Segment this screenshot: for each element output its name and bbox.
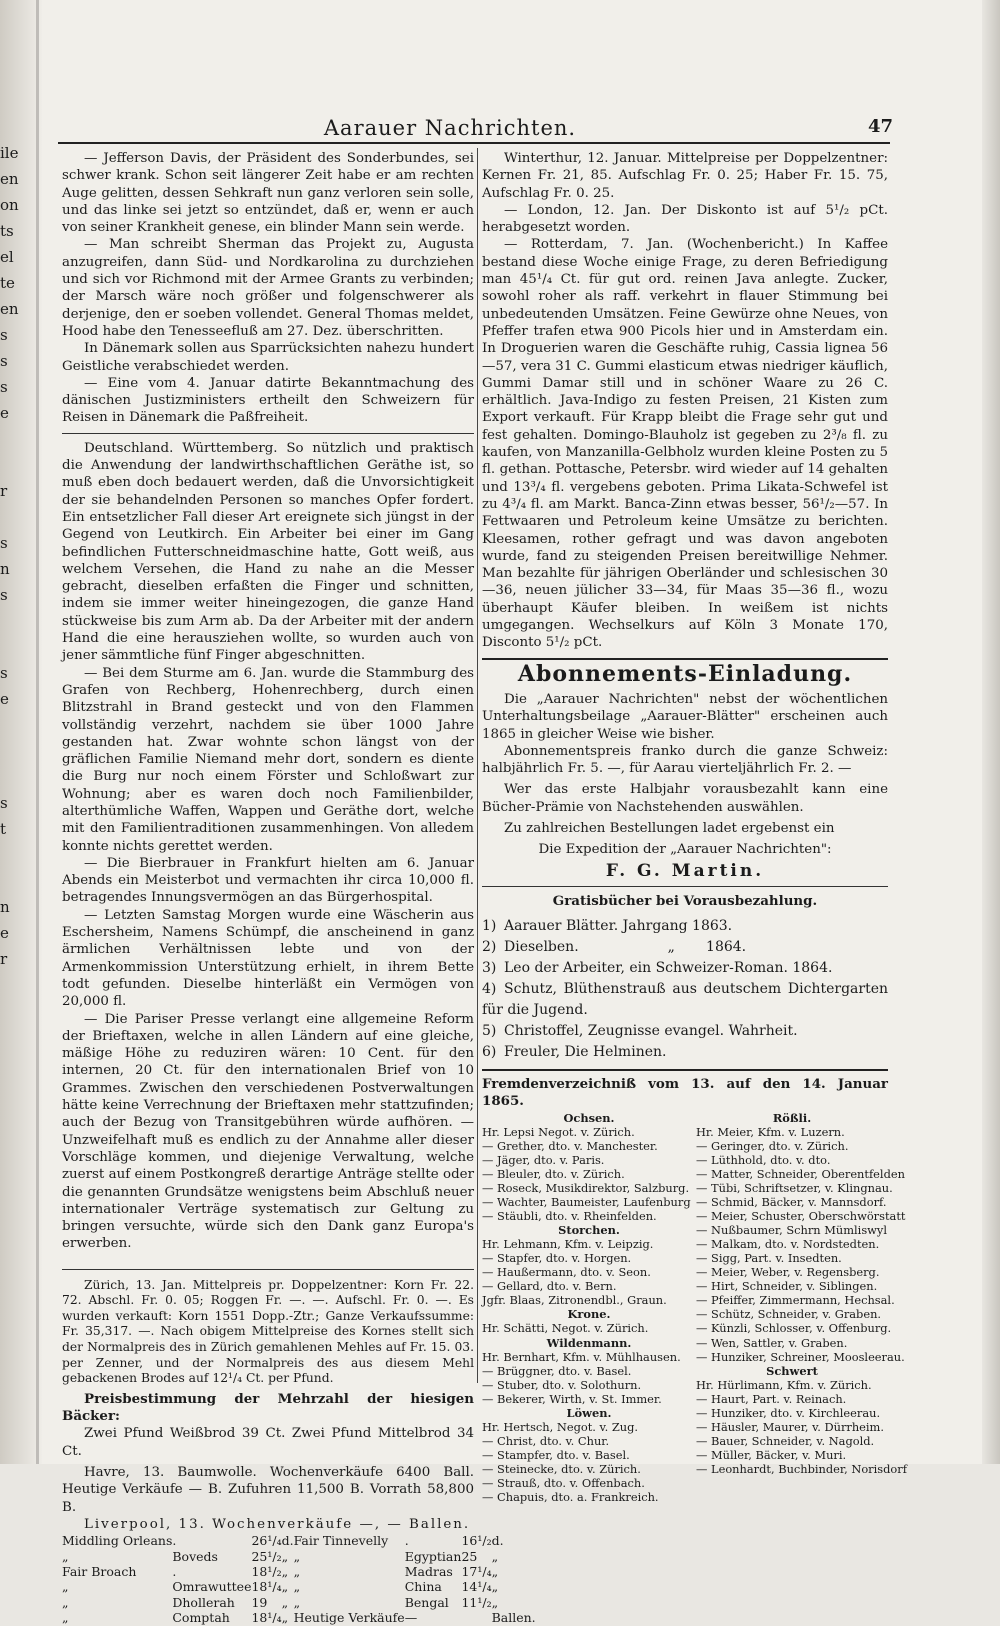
margin-fragment: e — [0, 690, 9, 708]
guest-entry: Hr. Schätti, Negot. v. Zürich. — [482, 1321, 649, 1336]
page-number: 47 — [868, 116, 894, 137]
free-book-number: 4) — [482, 981, 497, 998]
margin-fragment — [0, 608, 20, 634]
cotton-cell: 25 — [461, 1548, 478, 1564]
margin-fragment: s — [0, 534, 8, 552]
guest-entry: — Wachter, Baumeister, Laufenburg — [482, 1195, 691, 1210]
guest-entry: Hr. Lepsi Negot. v. Zürich. — [482, 1124, 635, 1139]
margin-fragment — [0, 712, 20, 738]
free-book-number: 5) — [482, 1023, 497, 1040]
margin-fragment: el — [0, 248, 14, 266]
free-book-number: 3) — [482, 960, 497, 977]
guest-entry: — Haußermann, dto. v. Seon. — [482, 1265, 651, 1280]
margin-fragment: s — [0, 794, 8, 812]
guest-entry: — Stampfer, dto. v. Basel. — [482, 1447, 630, 1462]
guest-entry: — Lüthhold, dto. v. dto. — [696, 1152, 831, 1167]
abonnement-title: Abonnements-Einladung. — [517, 660, 853, 687]
article-davis: — Jefferson Davis, der Präsident des Sonderbundes, sei schwer krank. Schon seit längerer Zeit habe er am rechten Auge gelitten, dessen Sehkraft nun ganz verloren sein solle, und das linke sei jetzt so entzündet, daß er, wenn er auch von seiner Krankheit genese, ein blinder Mann sein werde. — [62, 151, 474, 236]
margin-fragment — [0, 426, 20, 452]
guest-entry: — Jäger, dto. v. Paris. — [482, 1152, 605, 1167]
cotton-cell: . — [404, 1533, 409, 1549]
guest-entry: Hr. Lehmann, Kfm. v. Leipzig. — [482, 1237, 654, 1252]
section-rule — [62, 433, 474, 434]
margin-fragment: te — [0, 274, 15, 292]
margin-fragment — [0, 868, 20, 894]
market-rotterdam: — Rotterdam, 7. Jan. (Wochenbericht.) In Kaffee bestand diese Woche einige Frage, zu deren Befriedigung man 45¹/₄ Ct. für gut ord. reinen Java anlegte. Zucker, sowohl roher als raff. verkehrt in flauer Stimmung bei unbedeutenden Umsätzen. Feine Gewürze ohne Neues, von Pfeffer trafen etwa 900 Picols hier und in Amsterdam ein. In Droguerien waren die Geschäfte ruhig, Cassia lignea 56—57, vera 31 C. Gummi elasticum etwas niedriger käuflich, Gummi Damar still und in schöner Waare zu 26 C. erhältlich. Java-Indigo zu festen Preisen, 21 Kisten zum Export verkauft. Für Krapp bleibt die Frage sehr gut und fest gehalten. Domingo-Blauholz ist gegeben zu 2³/₈ fl. zu kaufen, von Manzanilla-Gelbholz wurden kleine Posten zu 5 fl. gethan. Pottasche, Petersbr. wird wieder auf 14 gehalten und 13³/₄ fl. vergebens geboten. Prima Likata-Schwefel ist zu 4³/₄ fl. am Markt. Banca-Zinn etwas besser, 56¹/₂—57. In Fettwaaren und Petroleum keine Umsätze zu berichten. Kleesamen, rother gefragt und was davon angeboten wurde, fand zu steigenden Preisen bereitwillige Nehmer. Man bezahlte für jährigen Oberländer und schlesischen 30—36, neuen jülicher 33—34, für Maas 35—36 fl., wozu überhaupt Käufer bleiben. In weißem ist nichts umgegangen. Wechselkurs auf Köln 3 Monate 170, Disconto 5¹/₂ pCt. — [482, 237, 888, 651]
free-book-number: 1) — [482, 918, 497, 935]
article-passfreiheit: — Eine vom 4. Januar datirte Bekanntmachung des dänischen Justizministers ertheilt den Schweizern für Reisen in Dänemark die Paßfreiheit. — [62, 375, 474, 426]
cotton-cell: 17¹/₄ — [461, 1564, 492, 1580]
hotel-name: Ochsen. — [563, 1110, 615, 1125]
guest-entry: — Hirt, Schneider, v. Siblingen. — [696, 1279, 878, 1294]
cotton-cell: Dhollerah — [172, 1594, 235, 1610]
previous-page-fragments — [0, 140, 20, 1180]
free-book-title: Christoffel, Zeugnisse evangel. Wahrheit. — [504, 1023, 798, 1040]
page-binding — [36, 0, 39, 1464]
free-book-item — [482, 916, 888, 937]
guest-list-title: Fremdenverzeichniß vom 13. auf den 14. Januar 1865. — [482, 1076, 888, 1110]
cotton-cell: d. — [491, 1533, 504, 1549]
margin-fragment: s — [0, 664, 8, 682]
free-book-item — [482, 979, 893, 1021]
margin-fragment — [0, 634, 20, 660]
cotton-cell: 26¹/₄ — [251, 1533, 282, 1549]
cotton-cell: Fair Tinnevelly — [293, 1533, 389, 1549]
free-books-list — [482, 916, 893, 1063]
margin-fragment: e — [0, 924, 9, 942]
guest-entry: — Schütz, Schneider, v. Graben. — [696, 1307, 882, 1322]
margin-fragment: ts — [0, 222, 14, 240]
margin-fragment — [0, 842, 20, 868]
cotton-cell: „ — [62, 1548, 69, 1564]
article-sherman: — Man schreibt Sherman das Projekt zu, Augusta anzugreifen, dann Süd- und Nordkarolina zu durchziehen und sich vor Richmond mit der Armee Grants zu verbinden; der Marsch wäre noch größer und folgenschwerer als derjenige, den er soeben vollendet. General Thomas meldet, Hood habe den Tenesseefluß am 27. Dez. überschritten. — [62, 237, 474, 339]
cotton-cell: „ — [62, 1610, 69, 1626]
market-havre: Havre, 13. Baumwolle. Wochenverkäufe 6400 Ball. Heutige Verkäufe — B. Zufuhren 11,500 B. Vorrath 58,800 B. — [62, 1465, 474, 1515]
margin-fragment — [0, 1154, 20, 1180]
cotton-cell: „ — [281, 1564, 289, 1580]
cotton-cell: 19 — [251, 1594, 268, 1610]
cotton-cell: Comptah — [172, 1610, 230, 1626]
left-column — [62, 150, 536, 1626]
guest-entry: — Schmid, Bäcker, v. Mannsdorf. — [696, 1195, 887, 1210]
cotton-cell: 18¹/₂ — [251, 1564, 282, 1580]
cotton-cell: Madras — [404, 1564, 453, 1580]
cotton-cell: . — [172, 1564, 177, 1580]
margin-fragment — [0, 1076, 20, 1102]
guest-entry: — Matter, Schneider, Oberentfelden — [696, 1166, 905, 1181]
abonnement-invite: Zu zahlreichen Bestellungen ladet ergebenst ein — [504, 820, 835, 836]
guest-entry: — Pfeiffer, Zimmermann, Hechsal. — [696, 1293, 895, 1308]
article-waescherin: — Letzten Samstag Morgen wurde eine Wäscherin aus Eschersheim, Namens Schümpf, die anscheinend in ganz ärmlichen Verhältnissen lebte und von der Armenkommission Unterstützung erhielt, in ihrem Bette todt gefunden. Dieselbe hinterläßt ein Vermögen von 20,000 fl. — [62, 907, 474, 1010]
section-rule — [482, 886, 888, 887]
guest-list-left — [482, 1111, 696, 1504]
cotton-cell: „ — [491, 1579, 499, 1595]
guest-entry: — Haurt, Part. v. Reinach. — [696, 1391, 847, 1406]
guest-entry: — Wen, Sattler, v. Graben. — [696, 1335, 848, 1350]
margin-fragment: r — [0, 950, 8, 968]
cotton-cell: „ — [293, 1548, 301, 1564]
right-page-edge — [982, 0, 1000, 1464]
cotton-cell: 14¹/₄ — [461, 1579, 492, 1595]
margin-fragment: on — [0, 196, 19, 214]
free-book-item — [482, 1021, 888, 1042]
abonnement-premium: Wer das erste Halbjahr vorausbezahlt kann eine Bücher-Prämie von Nachstehenden auswählen. — [482, 782, 888, 815]
cotton-cell: „ — [293, 1594, 301, 1610]
cotton-cell: „ — [281, 1548, 289, 1564]
guest-entry: — Christ, dto. v. Chur. — [482, 1433, 610, 1448]
cotton-cell — [461, 1610, 491, 1625]
guest-entry: — Bauer, Schneider, v. Nagold. — [696, 1433, 875, 1448]
margin-fragment: n — [0, 560, 10, 578]
masthead-title: Aarauer Nachrichten. — [323, 116, 577, 140]
article-daenemark: In Dänemark sollen aus Sparrücksichten nahezu hundert Geistliche verabschiedet werden. — [62, 341, 474, 374]
cotton-cell: Heutige Verkäufe — [293, 1610, 405, 1626]
margin-fragment: ile — [0, 144, 19, 162]
guest-entry: — Grether, dto. v. Manchester. — [482, 1138, 658, 1153]
guest-entry: — Müller, Bäcker, v. Muri. — [696, 1447, 847, 1462]
cotton-cell: 11¹/₂ — [461, 1594, 492, 1610]
cotton-cell: „ — [491, 1564, 499, 1580]
guest-entry: — Stapfer, dto. v. Horgen. — [482, 1251, 632, 1266]
bread-title: Preisbestimmung der Mehrzahl der hiesigen Bäcker: — [62, 1390, 474, 1425]
article-brieftaxen: — Die Pariser Presse verlangt eine allgemeine Reform der Brieftaxen, welche in allen Ländern auf eine gleiche, mäßige Höhe zu reduziren wären: 10 Cent. für den internen, 20 Ct. für den internationalen Brief von 10 Grammes. Zwischen den verschiedenen Postverwaltungen hätte keine Verrechnung der Brieftaxen mehr stattzufinden; auch der Bezug von Transitgebühren würde aufhören. — Unzweifelhaft muß es endlich zu der Annahme aller dieser Vorschläge kommen, und diejenige Verwaltung, welche zuerst auf einem Postkongreß derartige Anträge stellte oder die genannten Grundsätze wenigstens beim Abschluß neuer internationaler Verträge systematisch zur Geltung zu bringen versuchte, würde sich den Dank ganz Europa's erwerben. — [62, 1011, 474, 1252]
abonnement-signature: Die Expedition der „Aarauer Nachrichten": — [538, 842, 832, 858]
guest-entry: Hr. Meier, Kfm. v. Luzern. — [696, 1124, 845, 1139]
guest-entry: — Steinecke, dto. v. Zürich. — [482, 1461, 641, 1476]
guest-entry: — Häusler, Maurer, v. Dürrheim. — [696, 1419, 884, 1434]
free-books-title: Gratisbücher bei Vorausbezahlung. — [552, 892, 818, 909]
cotton-cell: — — [404, 1610, 418, 1626]
guest-entry: — Sigg, Part. v. Insedten. — [696, 1251, 842, 1266]
guest-entry: — Bekerer, Wirth, v. St. Immer. — [482, 1391, 662, 1406]
cotton-row — [62, 1549, 536, 1564]
cotton-cell: „ — [293, 1564, 301, 1580]
right-column — [482, 150, 907, 1505]
guest-entry: — Meier, Weber, v. Regensberg. — [696, 1265, 880, 1280]
cotton-row — [62, 1564, 536, 1579]
abonnement-text: Die „Aarauer Nachrichten" nebst der wöchentlichen Unterhaltungsbeilage „Aarauer-Blätter" erscheinen auch 1865 in gleicher Weise wie bisher. — [482, 691, 888, 742]
cotton-cell: Bengal — [404, 1594, 449, 1610]
margin-fragment: n — [0, 898, 10, 916]
article-wuerttemberg: Deutschland. Württemberg. So nützlich und praktisch die Anwendung der landwirthschaftlichen Geräthe ist, so muß eben doch bedauert werden, daß die Unvorsichtigkeit der sie behandelnden Personen so manches Opfer fordert. Ein entsetzlicher Fall dieser Art ereignete sich jüngst in der Gegend von Leutkirch. Ein Arbeiter bei einer im Gang befindlichen Futterschneidmaschine hatte, Gott weiß, aus welchem Versehen, die Hand zu nahe an die Messer gebracht, dieselben erfaßten die Finger und schnitten, indem sie immer weiter hineingezogen, die ganze Hand stückweise bis zum Arm ab. Da der Arbeiter mit der andern Hand die eine herausziehen wollte, so wurden auch von jener sämmtliche fünf Finger abgeschnitten. — [62, 440, 474, 664]
guest-entry: — Leonhardt, Buchbinder, Norisdorf — [696, 1461, 907, 1476]
cotton-cell: Egyptian — [404, 1548, 462, 1564]
free-book-title: Dieselben. „ 1864. — [504, 939, 747, 956]
cotton-row — [62, 1595, 536, 1610]
guest-entry: — Hunziker, dto. v. Kirchleerau. — [696, 1405, 881, 1420]
cotton-cell: „ — [281, 1579, 289, 1595]
free-book-title: Leo der Arbeiter, ein Schweizer-Roman. 1864. — [504, 960, 833, 977]
cotton-row — [62, 1610, 536, 1625]
margin-fragment: s — [0, 326, 8, 344]
hotel-name: Löwen. — [566, 1405, 612, 1420]
cotton-cell: Boveds — [172, 1548, 218, 1564]
guest-entry: Hr. Hürlimann, Kfm. v. Zürich. — [696, 1377, 872, 1392]
margin-fragment — [0, 1024, 20, 1050]
market-liverpool: Liverpool, 13. Wochenverkäufe —, — Ballen. — [84, 1516, 471, 1532]
article-bierbrauer: — Die Bierbrauer in Frankfurt hielten am 6. Januar Abends ein Meisterbot und vermachten ihr circa 10,000 fl. betragendes Innungsvermögen an das Bürgerhospital. — [62, 855, 474, 906]
cotton-cell: Fair Broach — [62, 1564, 137, 1580]
section-rule — [482, 1069, 888, 1071]
margin-fragment — [0, 1128, 20, 1154]
hotel-name: Rößli. — [772, 1110, 812, 1125]
guest-entry: — Gellard, dto. v. Bern. — [482, 1279, 617, 1294]
margin-fragment — [0, 1050, 20, 1076]
market-london: — London, 12. Jan. Der Diskonto ist auf 5¹/₂ pCt. herabgesetzt worden. — [482, 202, 888, 236]
cotton-cell: „ — [281, 1610, 289, 1626]
guest-entry: Jgfr. Blaas, Zitronendbl., Graun. — [482, 1293, 667, 1308]
free-book-title: Aarauer Blätter. Jahrgang 1863. — [504, 918, 733, 935]
free-book-item — [482, 937, 888, 958]
free-book-number: 2) — [482, 939, 497, 956]
free-book-item — [482, 1042, 888, 1063]
guest-entry: — Chapuis, dto. a. Frankreich. — [482, 1490, 659, 1505]
margin-fragment: e — [0, 404, 9, 422]
free-book-number: 6) — [482, 1044, 497, 1061]
margin-fragment: s — [0, 352, 8, 370]
column-divider — [477, 148, 478, 1383]
cotton-cell: 18¹/₄ — [251, 1579, 282, 1595]
guest-entry: — Künzli, Schlosser, v. Offenburg. — [696, 1321, 892, 1336]
margin-fragment: s — [0, 378, 8, 396]
margin-fragment — [0, 452, 20, 478]
hotel-name: Schwert — [766, 1363, 818, 1378]
cotton-cell: . — [172, 1533, 177, 1549]
cotton-cell: „ — [491, 1548, 499, 1564]
cotton-cell: „ — [281, 1594, 289, 1610]
guest-entry: — Roseck, Musikdirektor, Salzburg. — [482, 1181, 690, 1195]
guest-entry: — Stuber, dto. v. Solothurn. — [482, 1377, 642, 1392]
cotton-cell: Omrawuttee — [172, 1579, 252, 1595]
article-rechberg: — Bei dem Sturme am 6. Jan. wurde die Stammburg des Grafen von Rechberg, Hohenrechberg, durch einen Blitzstrahl in Brand gesteckt und von den Flammen vollständig verzehrt, nachdem sie über 1000 Jahre gestanden hat. Zwar wohnte schon längst von der gräflichen Familie Niemand mehr dort, sondern es diente die Burg nur noch einem Förster und Schloßwart zur Wohnung; aber es waren doch noch Familienbilder, alterthümliche Waffen, Wappen und Geräthe dort, welche mit den Familientraditionen zusammenhingen. Von alledem konnte nichts gerettet werden. — [62, 665, 474, 854]
cotton-price-table — [62, 1533, 536, 1625]
cotton-row — [62, 1533, 536, 1548]
margin-fragment: t — [0, 820, 7, 838]
cotton-cell: Middling Orleans — [62, 1533, 173, 1549]
cotton-cell: Ballen. — [491, 1610, 536, 1626]
market-winterthur: Winterthur, 12. Januar. Mittelpreise per Doppelzentner: Kernen Fr. 21, 85. Aufschlag Fr. 0. 25; Haber Fr. 15. 75, Aufschlag Fr. 0. 25. — [482, 151, 888, 201]
margin-fragment — [0, 738, 20, 764]
margin-fragment — [0, 764, 20, 790]
cotton-cell: „ — [62, 1594, 69, 1610]
guest-entry: — Geringer, dto. v. Zürich. — [696, 1138, 849, 1153]
margin-fragment: r — [0, 482, 8, 500]
free-book-item — [482, 958, 888, 979]
bread-prices: Zwei Pfund Weißbrod 39 Ct. Zwei Pfund Mittelbrod 34 Ct. — [62, 1426, 474, 1459]
cotton-cell: 25¹/₂ — [251, 1548, 282, 1564]
margin-fragment: s — [0, 586, 8, 604]
guest-entry: — Hunziker, Schreiner, Moosleerau. — [696, 1349, 905, 1364]
guest-entry: — Meier, Schuster, Oberschwörstatt — [696, 1209, 906, 1224]
margin-fragment — [0, 998, 20, 1024]
guest-entry: — Nußbaumer, Schrn Mümliswyl — [696, 1223, 887, 1238]
cotton-cell: „ — [62, 1579, 69, 1595]
margin-fragment — [0, 1102, 20, 1128]
abonnement-price: Abonnementspreis franko durch die ganze Schweiz: halbjährlich Fr. 5. —, für Aarau vierteljährlich Fr. 2. — — [482, 743, 888, 777]
guest-entry: Hr. Bernhart, Kfm. v. Mühlhausen. — [482, 1349, 681, 1364]
cotton-cell: d. — [281, 1533, 294, 1549]
guest-entry: — Strauß, dto. v. Offenbach. — [482, 1475, 645, 1490]
cotton-row — [62, 1579, 536, 1594]
free-book-title: Freuler, Die Helminen. — [504, 1044, 667, 1061]
publisher-name: F. G. Martin. — [605, 860, 765, 881]
market-zurich: Zürich, 13. Jan. Mittelpreis pr. Doppelzentner: Korn Fr. 22. 72. Abschl. Fr. 0. 05; Roggen Fr. —. —. Aufschl. Fr. 0. —. Es wurden verkauft: Korn 1551 Dopp.-Ztr.; Ganze Verkaufssumme: Fr. 35,317. —. Nach obigem Mittelpreise des Kornes stellt sich der Normalpreis des in Zürich gemahlenen Mehles auf Fr. 15. 03. per Zenner, und der Normalpreis des aus diesem Mehl gebackenen Brodes auf 12¹/₄ Ct. per Pfund. — [62, 1277, 474, 1386]
margin-fragment: en — [0, 300, 19, 318]
margin-fragment: en — [0, 170, 19, 188]
section-rule — [482, 658, 888, 660]
guest-entry: — Stäubli, dto. v. Rheinfelden. — [482, 1209, 657, 1224]
market-rule — [62, 1269, 474, 1270]
guest-list — [482, 1110, 907, 1505]
guest-entry: — Tübi, Schriftsetzer, v. Klingnau. — [696, 1181, 893, 1195]
free-book-title: Schutz, Blüthenstrauß aus deutschem Dichtergarten für die Jugend. — [482, 981, 893, 1019]
cotton-cell: 18¹/₄ — [251, 1610, 282, 1626]
guest-entry: Hr. Hertsch, Negot. v. Zug. — [482, 1419, 639, 1434]
hotel-name: Krone. — [567, 1307, 611, 1322]
guest-entry: — Brüggner, dto. v. Basel. — [482, 1363, 632, 1378]
margin-fragment — [0, 972, 20, 998]
cotton-cell: China — [404, 1579, 442, 1595]
margin-fragment — [0, 504, 20, 530]
cotton-cell: 16¹/₂ — [461, 1533, 492, 1549]
cotton-cell: „ — [293, 1579, 301, 1595]
guest-list-right — [696, 1110, 907, 1476]
guest-entry: — Bleuler, dto. v. Zürich. — [482, 1166, 625, 1181]
header-rule — [58, 142, 890, 144]
hotel-name: Storchen. — [558, 1223, 620, 1238]
hotel-name: Wildenmann. — [546, 1335, 632, 1350]
guest-entry: — Malkam, dto. v. Nordstedten. — [696, 1237, 880, 1252]
cotton-cell: „ — [491, 1594, 499, 1610]
